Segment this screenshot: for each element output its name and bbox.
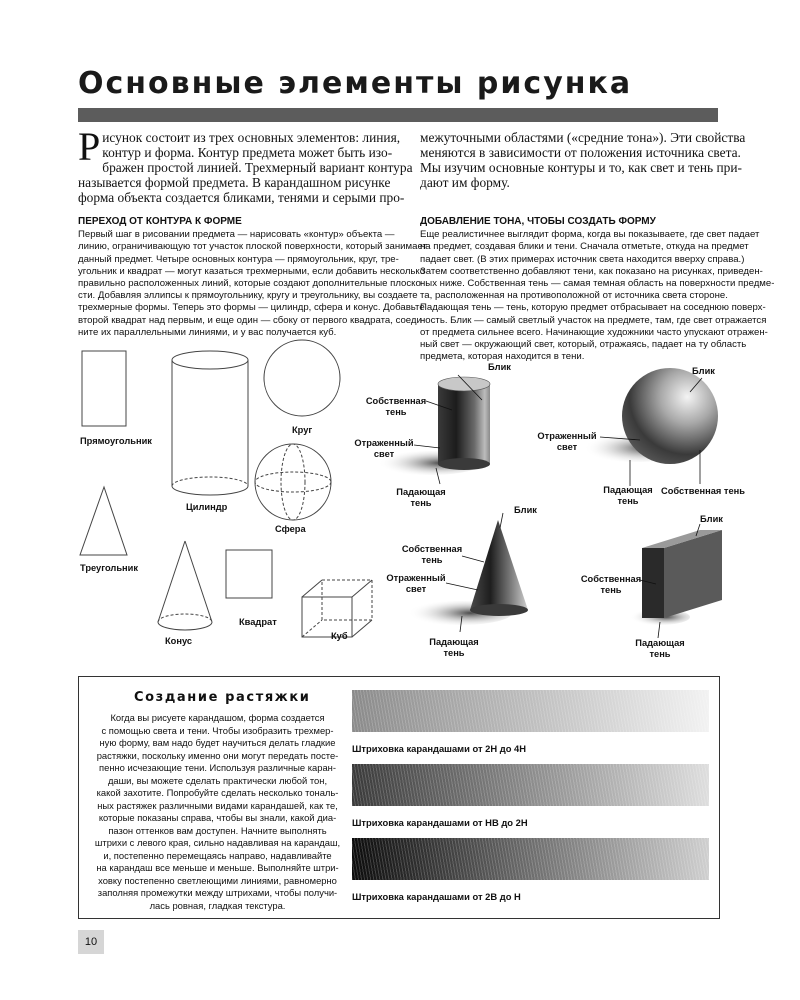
label-circle: Круг (292, 425, 313, 435)
paragraph-line: даши, вы можете сделать практически любой тон, (107, 774, 328, 786)
paragraph-line: та, расположенная на противоположной от источника света стороне. (420, 290, 728, 302)
label-highlight: Блик (488, 362, 511, 372)
paragraph-line: с помощью света и тени. Чтобы изобразить трехмер- (101, 724, 334, 736)
paragraph-line: Падающая тень — тень, которую предмет отбрасывает на соседнюю поверх- (420, 302, 766, 314)
label-core-shadow: Собственная тень (580, 574, 642, 595)
paragraph-line: ховку постепенно светлеющими линиями, равномерно (98, 874, 337, 886)
paragraph-line: данный предмет. Четыре основных контура — прямоугольник, круг, тре- (78, 253, 399, 265)
label-core-shadow: Собственная тень (401, 544, 463, 565)
rectangle-outline (82, 351, 126, 426)
label-core-shadow: Собственная тень (365, 396, 427, 417)
paragraph-line: растяжки, поскольку именно они могут передать посте- (96, 749, 339, 761)
paragraph-line: ный свет — окружающий свет, который, отражаясь, падает на ту область (420, 339, 747, 351)
label-highlight: Блик (514, 505, 537, 515)
paragraph-line: и, постепенно перемещаясь направо, надавливайте (103, 849, 332, 861)
paragraph-line: сти. Добавляя эллипсы к прямоугольнику, кругу и треугольнику, вы создаете (78, 290, 418, 302)
paragraph-line: пенно исчезающие тени. Используя различные каран- (99, 762, 336, 773)
label-sphere: Сфера (275, 524, 306, 534)
label-highlight: Блик (692, 366, 715, 376)
cone-outline (158, 541, 212, 630)
paragraph-line: на предмет, создавая блики и тени. Сначала отметьте, откуда на предмет (420, 241, 749, 253)
label-reflected-light: Отраженный свет (386, 573, 446, 594)
intro-line: Мы изучим основные контуры и то, как свет и тень при- (420, 160, 742, 175)
label-cube: Куб (331, 631, 348, 641)
intro-line: меняются в зависимости от положения источника света. (420, 145, 741, 160)
intro-line: исунок состоит из трех основных элементов: линия, (102, 130, 401, 145)
square-outline (226, 550, 272, 598)
paragraph-line: ните их параллельными линиями, и у вас получается куб. (78, 326, 337, 338)
paragraph-line: линию, ограничивающую тот участок плоской поверхности, который занимает (78, 241, 427, 253)
label-cast-shadow: Падающая тень (603, 485, 653, 506)
label-rectangle: Прямоугольник (80, 436, 152, 446)
label-highlight: Блик (700, 514, 723, 524)
label-cast-shadow: Падающая тень (429, 637, 479, 658)
tone-swatch-2h-4h (352, 690, 709, 732)
paragraph-line: падает свет. (В этих примерах источник света находится вверху справа.) (420, 253, 745, 265)
paragraph-line: трехмерные формы. Теперь это формы — цилиндр, сфера и конус. Добавьте (78, 302, 425, 314)
paragraph-line: Затем соответственно добавляют тени, как показано на рисунках, приведен- (420, 265, 763, 277)
paragraph-line: Первый шаг в рисовании предмета — нарисовать «контур» объекта — (78, 229, 395, 241)
paragraph-line: ную форму, вам надо будет научиться делать гладкие (99, 737, 336, 748)
paragraph-line: ных ниже. Собственная тень — самая темная область на поверхности предме- (420, 278, 775, 290)
intro-line: форма объекта создается бликами, тенями и серыми про- (78, 190, 405, 205)
label-square: Квадрат (239, 617, 277, 627)
triangle-outline (80, 487, 127, 555)
label-cast-shadow: Падающая тень (396, 487, 446, 508)
intro-line: контур и форма. Контур предмета может быть изо- (102, 145, 393, 160)
paragraph-line: лась ровная, гладкая текстура. (149, 899, 286, 911)
label-cylinder: Цилиндр (186, 502, 228, 512)
paragraph-line: от предмета сильнее всего. Начинающие художники часто упускают отражен- (420, 326, 768, 338)
tone-swatch-2b-h (352, 838, 709, 880)
intro-line: называется формой предмета. В карандашном рисунке (78, 175, 391, 190)
intro-line: дают им форму. (420, 175, 510, 190)
paragraph-line: ность. Блик — самый светлый участок на предмете, там, где свет отражается (420, 314, 767, 326)
swatch-label: Штриховка карандашами от 2H до 4H (352, 743, 527, 754)
paragraph-line: Еще реалистичнее выглядит форма, когда вы показываете, где свет падает (420, 229, 760, 241)
paragraph-line: которые показаны справа, чтобы вы знали, какой диа- (98, 812, 337, 823)
cylinder-outline (172, 351, 248, 495)
intro-line: межуточными областями («средние тона»). Эти свойства (420, 130, 746, 145)
paragraph-line: какой захотите. Попробуйте сделать несколько тональ- (96, 787, 339, 798)
paragraph-line: Когда вы рисуете карандашом, форма создается (110, 712, 325, 723)
cube-outline (302, 580, 372, 637)
shaded-cylinder (378, 375, 490, 484)
paragraph-line: штрихи с левого края, сильно надавливая на карандаш, (94, 837, 341, 848)
gradation-text (90, 712, 345, 912)
page-title: Основные элементы рисунка (78, 66, 633, 101)
label-reflected-light: Отраженный свет (537, 431, 597, 452)
section-heading: ПЕРЕХОД ОТ КОНТУРА К ФОРМЕ (78, 216, 242, 227)
drop-cap: Р (78, 124, 101, 169)
tone-swatch-hb-2h (352, 764, 709, 806)
label-cone: Конус (165, 636, 193, 646)
sphere-outline (255, 444, 331, 520)
swatch-label: Штриховка карандашами от HB до 2H (352, 817, 528, 828)
label-core-shadow: Собственная тень (661, 486, 745, 496)
label-reflected-light: Отраженный свет (354, 438, 414, 459)
circle-outline (264, 340, 340, 416)
swatch-label: Штриховка карандашами от 2B до H (352, 891, 521, 902)
paragraph-line: второй квадрат над первым, и еще один — сбоку от первого квадрата, соеди- (78, 314, 426, 326)
paragraph-line: ных растяжек различными видами карандашей, как те, (97, 799, 338, 811)
shaded-sphere (584, 368, 718, 486)
paragraph-line: угольник и квадрат — могут казаться трехмерными, если добавить несколько (78, 265, 426, 277)
paragraph-line: предмета, которая находится в тени. (420, 351, 585, 363)
intro-line: бражен простой линией. Трехмерный вариант контура (102, 160, 413, 175)
paragraph-line: заполняя промежутки между штрихами, чтобы получи- (97, 887, 338, 898)
gradation-title: Создание растяжки (134, 690, 311, 705)
section-heading: ДОБАВЛЕНИЕ ТОНА, ЧТОБЫ СОЗДАТЬ ФОРМУ (420, 216, 656, 227)
paragraph-line: на карандаш все меньше и меньше. Выполняйте штри- (96, 862, 339, 873)
page-number: 10 (78, 930, 104, 954)
paragraph-line: пазон оттенков вам доступен. Начните выполнять (108, 824, 327, 836)
paragraph-line: правильно расположенных линий, которые создают дополнительные плоско- (78, 278, 425, 290)
label-triangle: Треугольник (80, 563, 139, 573)
label-cast-shadow: Падающая тень (635, 638, 685, 659)
